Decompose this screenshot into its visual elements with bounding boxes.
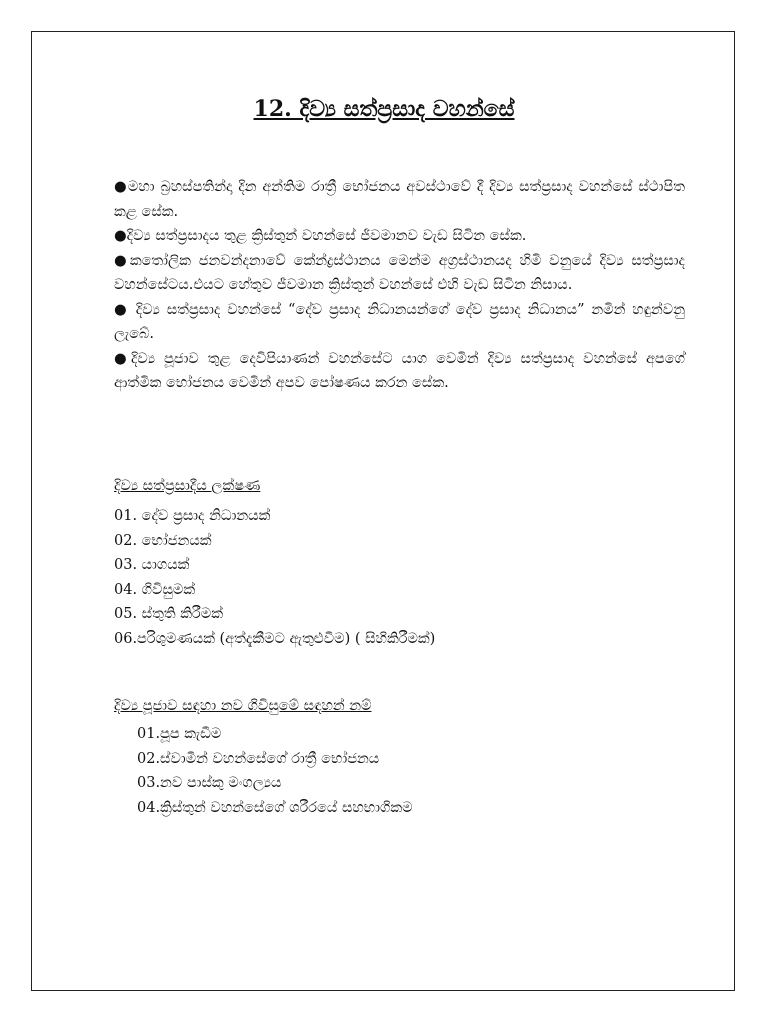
names-list	[137, 722, 413, 820]
characteristics-list	[114, 504, 435, 651]
list-item: 02. භෝජනයක්	[114, 532, 212, 549]
intro-paragraph: ● දිව්‍ය සත්ප්‍රසාද වහන්සේ “දේව ප්‍රසාද නිධානයන්ගේ දේව ප්‍රසාද නිධානය” නමින් හඳුන්වනු ලැබේ.	[114, 301, 685, 342]
intro-paragraph: ●දිව්‍ය සත්ප්‍රසාදය තුළ ක්‍රිස්තුන් වහන්සේ ජීවමානව වැඩ සිටින සේක.	[114, 228, 527, 244]
list-item: 03. යාගයක්	[114, 557, 190, 573]
characteristics-heading: දිව්‍ය සත්ප්‍රසාදීය ලක්ෂණ	[114, 478, 261, 494]
names-heading: දිව්‍ය පූජාව සඳහා නව ගිවිසුමේ සඳහන් නම්	[114, 698, 372, 714]
list-item: 06.පරිශුමණයක් (අත්දැකීමට ඇතුළුවීම) ( සිහිකිරීමක්)	[114, 630, 436, 647]
list-item: 04.ක්‍රිස්තුන් වහන්සේගේ ශරීරයේ සහභාගිකම	[137, 799, 413, 816]
intro-paragraph: ●මහා බ්‍රහස්පතින්දා දින අන්තිම රාත්‍රී භෝජනය අවස්ථාවේ දී දිව්‍ය සත්ප්‍රසාද වහන්සේ ස්ථාපිත කළ සේක.	[114, 179, 685, 220]
list-item: 01.පූප කැඩීම	[137, 726, 222, 742]
intro-paragraph: ●කතෝලික ජනවන්දනාවේ කේන්ද්‍රස්ථානය මෙන්ම අග්‍රස්ථානයද හිමි වනුයේ දිව්‍ය සත්ප්‍රසාද වහන්සේටය.එයට හේතුව ජීවමාන ක්‍රිස්තුන් වහන්සේ එහි වැඩ සිටින නිසාය.	[114, 252, 685, 293]
intro-paragraphs	[114, 175, 685, 396]
list-item: 04. ගිවිසුමක්	[114, 581, 196, 598]
intro-paragraph: ●දිව්‍ය පූජාව තුළ දෙවිපියාණන් වහන්සේට යාග වෙමින් දිව්‍ය සත්ප්‍රසාද වහන්සේ අපගේ ආත්මික භෝජනය වෙමින් අපව පෝෂණය කරන සේක.	[114, 350, 685, 391]
list-item: 02.ස්වාමීන් වහන්සේගේ රාත්‍රී භෝජනය	[137, 750, 380, 767]
list-item: 01. දේව ප්‍රසාද නිධානයක්	[114, 508, 271, 524]
list-item: 03.නව පාස්කු මංගල්‍යය	[137, 775, 282, 791]
page-title: 12. දිව්‍ය සත්ප්‍රසාද වහන්සේ	[253, 96, 515, 122]
list-item: 05. ස්තුති කිරීමක්	[114, 606, 223, 622]
